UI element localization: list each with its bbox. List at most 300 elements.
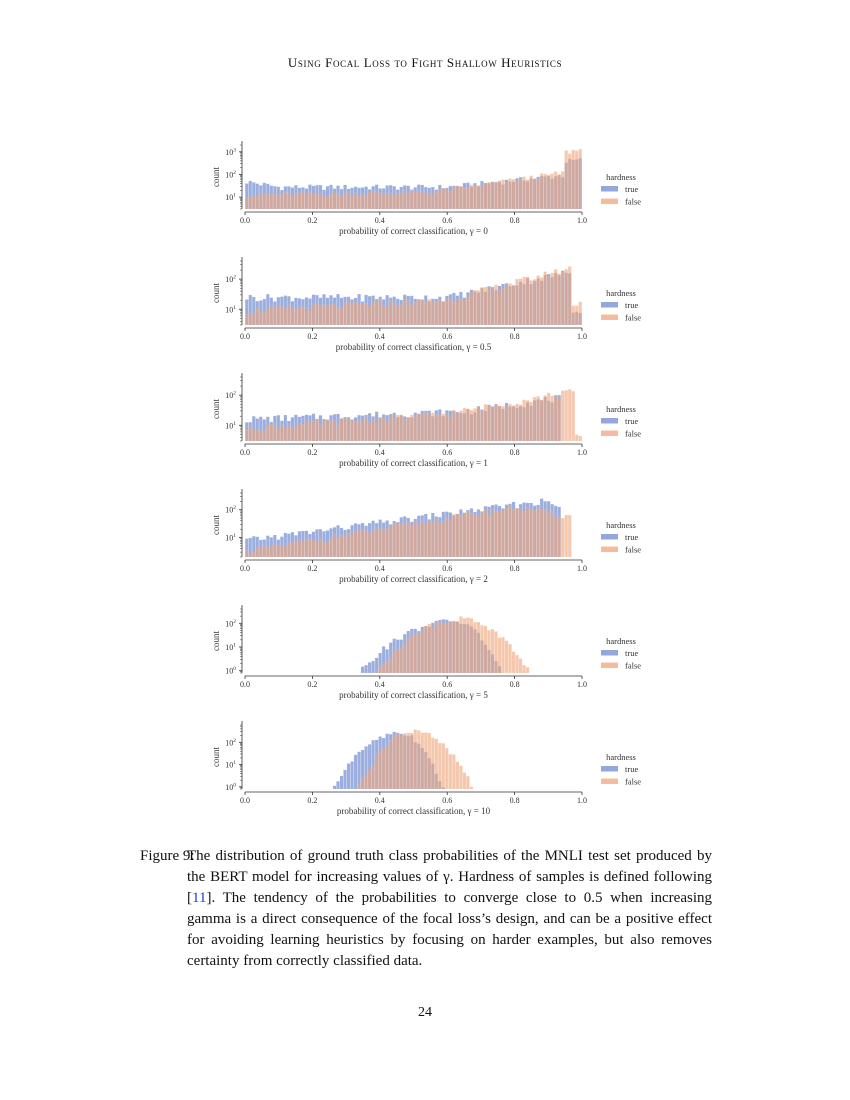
bar-false bbox=[565, 269, 568, 325]
bar-false bbox=[389, 193, 392, 209]
x-axis-title: probability of correct classification, γ = 10 bbox=[336, 806, 491, 816]
bar-false bbox=[477, 290, 480, 325]
bar-false bbox=[431, 194, 434, 209]
bar-false bbox=[438, 301, 441, 325]
x-tick-label: 0.6 bbox=[442, 332, 453, 341]
bar-true bbox=[375, 658, 378, 673]
bars bbox=[245, 389, 582, 441]
bar-false bbox=[396, 193, 399, 209]
bar-false bbox=[522, 177, 525, 209]
bar-false bbox=[554, 172, 557, 209]
histogram-panel-gamma-10 bbox=[0, 715, 850, 823]
bar-false bbox=[484, 183, 487, 209]
bar-false bbox=[463, 514, 466, 557]
bar-false bbox=[357, 196, 360, 209]
legend-title: hardness bbox=[606, 404, 636, 414]
bar-false bbox=[393, 195, 396, 209]
bar-false bbox=[505, 407, 508, 441]
y-tick-label: $10^2$ bbox=[225, 390, 236, 401]
bar-false bbox=[501, 637, 504, 673]
bar-false bbox=[480, 288, 483, 325]
bar-false bbox=[466, 188, 469, 209]
bar-false bbox=[266, 426, 269, 441]
x-tick-label: 1.0 bbox=[577, 564, 587, 573]
legend-title: hardness bbox=[606, 172, 636, 182]
y-tick-label: $10^2$ bbox=[225, 274, 236, 285]
bar-false bbox=[442, 302, 445, 325]
bar-false bbox=[428, 299, 431, 325]
bar-false bbox=[329, 421, 332, 441]
bar-false bbox=[579, 302, 582, 325]
caption-text bbox=[187, 846, 712, 972]
bar-false bbox=[277, 194, 280, 209]
bar-false bbox=[529, 402, 532, 441]
bar-false bbox=[389, 525, 392, 557]
bar-false bbox=[312, 540, 315, 557]
bar-false bbox=[263, 194, 266, 209]
bar-false bbox=[508, 283, 511, 325]
bar-false bbox=[301, 424, 304, 441]
bar-false bbox=[480, 513, 483, 557]
bar-false bbox=[533, 179, 536, 209]
bars bbox=[361, 616, 529, 673]
bar-false bbox=[270, 307, 273, 325]
bar-false bbox=[487, 515, 490, 557]
bar-true bbox=[340, 776, 343, 789]
bar-false bbox=[308, 192, 311, 209]
bar-false bbox=[396, 650, 399, 673]
bar-false bbox=[442, 521, 445, 557]
citation-link[interactable]: 11 bbox=[192, 890, 207, 906]
bar-false bbox=[249, 554, 252, 557]
legend-label-false: false bbox=[625, 196, 642, 207]
bar-false bbox=[470, 292, 473, 325]
bar-false bbox=[347, 302, 350, 325]
legend-title: hardness bbox=[606, 636, 636, 646]
bar-false bbox=[456, 514, 459, 557]
bar-false bbox=[463, 300, 466, 325]
bar-false bbox=[326, 419, 329, 441]
bar-false bbox=[544, 395, 547, 441]
bar-false bbox=[336, 193, 339, 209]
bar-false bbox=[568, 389, 571, 441]
bar-false bbox=[519, 179, 522, 209]
bar-false bbox=[459, 410, 462, 441]
bar-false bbox=[551, 510, 554, 557]
bar-false bbox=[512, 652, 515, 673]
legend-swatch-false bbox=[601, 315, 618, 321]
x-tick-label: 0.4 bbox=[374, 796, 385, 805]
bar-true bbox=[354, 755, 357, 789]
bar-false bbox=[298, 423, 301, 441]
y-tick-label: $10^2$ bbox=[225, 505, 236, 515]
bar-false bbox=[491, 407, 494, 441]
bar-false bbox=[452, 302, 455, 325]
bar-false bbox=[256, 548, 259, 557]
x-tick-label: 0.4 bbox=[374, 564, 385, 573]
bar-false bbox=[572, 391, 575, 441]
caption-label: Figure 9: bbox=[140, 848, 195, 864]
bar-false bbox=[389, 415, 392, 441]
bar-false bbox=[277, 429, 280, 441]
x-tick-label: 1.0 bbox=[577, 796, 587, 805]
bar-false bbox=[558, 517, 561, 557]
bar-false bbox=[540, 174, 543, 209]
bar-false bbox=[305, 308, 308, 325]
bar-false bbox=[424, 193, 427, 209]
bar-false bbox=[343, 302, 346, 325]
legend-swatch-true bbox=[601, 534, 618, 540]
bar-false bbox=[466, 618, 469, 673]
bar-false bbox=[357, 530, 360, 557]
bar-false bbox=[484, 287, 487, 325]
bar-false bbox=[463, 187, 466, 209]
bar-false bbox=[386, 193, 389, 209]
bar-false bbox=[315, 304, 318, 325]
bar-false bbox=[256, 430, 259, 441]
bar-false bbox=[386, 661, 389, 673]
bar-false bbox=[512, 285, 515, 325]
bar-false bbox=[526, 507, 529, 557]
bar-false bbox=[372, 531, 375, 557]
bar-false bbox=[322, 422, 325, 441]
bar-false bbox=[417, 191, 420, 209]
bar-false bbox=[568, 154, 571, 209]
bar-false bbox=[480, 625, 483, 673]
legend bbox=[601, 288, 641, 323]
bar-false bbox=[361, 531, 364, 557]
bar-false bbox=[340, 196, 343, 209]
bar-false bbox=[340, 535, 343, 557]
bar-false bbox=[421, 192, 424, 209]
series-false bbox=[245, 149, 582, 209]
bar-false bbox=[312, 421, 315, 441]
bar-false bbox=[287, 306, 290, 325]
bar-false bbox=[442, 188, 445, 209]
bar-false bbox=[365, 530, 368, 557]
bar-false bbox=[354, 193, 357, 209]
bar-false bbox=[259, 547, 262, 557]
bar-false bbox=[470, 185, 473, 209]
histogram-panel-gamma-0-5 bbox=[0, 251, 850, 359]
bar-false bbox=[301, 307, 304, 325]
legend bbox=[601, 172, 641, 207]
bar-false bbox=[452, 410, 455, 441]
bar-false bbox=[294, 541, 297, 557]
bar-false bbox=[245, 549, 248, 557]
legend-label-true: true bbox=[625, 300, 639, 310]
legend-label-false: false bbox=[625, 428, 642, 439]
legend-label-true: true bbox=[625, 416, 639, 426]
bar-false bbox=[400, 736, 403, 789]
bar-false bbox=[400, 524, 403, 557]
bar-false bbox=[558, 174, 561, 209]
bar-false bbox=[456, 762, 459, 789]
histogram-panel-gamma-2 bbox=[0, 483, 850, 591]
bar-false bbox=[547, 393, 550, 441]
bar-false bbox=[393, 652, 396, 673]
bar-false bbox=[249, 425, 252, 441]
bar-false bbox=[407, 417, 410, 441]
bar-true bbox=[365, 665, 368, 673]
bar-false bbox=[505, 509, 508, 557]
bar-false bbox=[522, 665, 525, 673]
bar-false bbox=[368, 423, 371, 441]
bar-false bbox=[565, 515, 568, 557]
bar-false bbox=[336, 538, 339, 557]
histogram-panel-gamma-1 bbox=[0, 367, 850, 475]
bar-false bbox=[554, 269, 557, 325]
legend-swatch-false bbox=[601, 779, 618, 785]
bar-false bbox=[466, 409, 469, 441]
bar-false bbox=[491, 183, 494, 209]
bar-false bbox=[263, 431, 266, 441]
legend-swatch-false bbox=[601, 431, 618, 437]
bar-false bbox=[315, 194, 318, 209]
bar-false bbox=[294, 309, 297, 325]
bar-false bbox=[319, 538, 322, 557]
bar-true bbox=[350, 761, 353, 789]
bar-false bbox=[551, 174, 554, 209]
bar-false bbox=[456, 299, 459, 325]
x-axis-title: probability of correct classification, γ = 0.5 bbox=[335, 342, 492, 352]
y-axis-title: count bbox=[211, 515, 221, 535]
bar-false bbox=[494, 511, 497, 557]
bar-false bbox=[515, 655, 518, 673]
bar-false bbox=[431, 413, 434, 441]
bar-false bbox=[459, 766, 462, 789]
bar-false bbox=[477, 622, 480, 673]
bar-false bbox=[308, 422, 311, 441]
bar-false bbox=[565, 150, 568, 209]
bar-false bbox=[438, 523, 441, 557]
bar-false bbox=[449, 520, 452, 557]
bar-false bbox=[533, 397, 536, 441]
bar-false bbox=[280, 306, 283, 325]
bar-false bbox=[428, 624, 431, 673]
x-tick-label: 0.8 bbox=[509, 564, 520, 573]
bar-false bbox=[403, 644, 406, 673]
bar-false bbox=[329, 539, 332, 557]
bar-false bbox=[393, 736, 396, 789]
bar-false bbox=[357, 785, 360, 789]
x-tick-label: 0.0 bbox=[240, 680, 250, 689]
bars bbox=[333, 729, 473, 789]
figure-caption bbox=[140, 846, 712, 972]
bar-false bbox=[379, 750, 382, 789]
x-tick-label: 0.2 bbox=[307, 216, 318, 225]
bar-false bbox=[245, 198, 248, 209]
bar-false bbox=[379, 193, 382, 209]
bar-false bbox=[522, 511, 525, 557]
bar-false bbox=[515, 404, 518, 441]
bar-false bbox=[435, 192, 438, 209]
legend-label-true: true bbox=[625, 184, 639, 194]
legend-swatch-true bbox=[601, 766, 618, 772]
bar-false bbox=[501, 509, 504, 557]
bar-false bbox=[375, 423, 378, 441]
series-false bbox=[245, 505, 571, 557]
bar-false bbox=[319, 425, 322, 441]
y-tick-label: $10^0$ bbox=[225, 782, 236, 792]
bar-false bbox=[336, 426, 339, 441]
bar-false bbox=[263, 545, 266, 557]
bar-false bbox=[407, 194, 410, 209]
bar-false bbox=[403, 523, 406, 557]
bar-false bbox=[396, 734, 399, 789]
bar-false bbox=[470, 410, 473, 441]
bar-false bbox=[498, 406, 501, 441]
bar-false bbox=[470, 787, 473, 789]
bar-false bbox=[508, 644, 511, 673]
bar-false bbox=[407, 522, 410, 557]
legend-title: hardness bbox=[606, 752, 636, 762]
bar-false bbox=[252, 552, 255, 557]
bar-false bbox=[487, 630, 490, 673]
bar-false bbox=[424, 413, 427, 441]
bar-false bbox=[333, 192, 336, 209]
bar-false bbox=[410, 190, 413, 209]
x-tick-label: 0.6 bbox=[442, 564, 453, 573]
bar-false bbox=[547, 513, 550, 557]
bar-false bbox=[333, 304, 336, 325]
bar-false bbox=[361, 778, 364, 789]
bar-false bbox=[452, 187, 455, 209]
bar-false bbox=[400, 193, 403, 209]
bar-false bbox=[414, 417, 417, 441]
bar-false bbox=[508, 404, 511, 441]
bar-true bbox=[343, 770, 346, 789]
bar-false bbox=[452, 621, 455, 673]
bar-false bbox=[270, 194, 273, 209]
legend-swatch-false bbox=[601, 663, 618, 669]
bar-false bbox=[326, 305, 329, 325]
bar-false bbox=[396, 306, 399, 325]
bar-false bbox=[477, 516, 480, 557]
running-title: Using Focal Loss to Fight Shallow Heuristics bbox=[287, 55, 563, 70]
legend-label-false: false bbox=[625, 544, 642, 555]
bar-false bbox=[505, 641, 508, 673]
bar-false bbox=[561, 271, 564, 325]
x-axis-title: probability of correct classification, γ = 5 bbox=[339, 690, 488, 700]
x-axis-title: probability of correct classification, γ = 1 bbox=[339, 458, 488, 468]
x-tick-label: 1.0 bbox=[577, 448, 587, 457]
bar-false bbox=[252, 430, 255, 441]
bar-false bbox=[540, 509, 543, 557]
bar-false bbox=[544, 272, 547, 325]
bar-false bbox=[540, 400, 543, 441]
histogram-panel-gamma-0 bbox=[0, 135, 850, 243]
bar-false bbox=[322, 542, 325, 557]
y-axis-title: count bbox=[211, 631, 221, 651]
bar-false bbox=[403, 300, 406, 325]
bar-false bbox=[305, 194, 308, 209]
x-tick-label: 0.4 bbox=[374, 216, 385, 225]
bar-false bbox=[414, 729, 417, 789]
bar-false bbox=[291, 428, 294, 441]
bar-false bbox=[449, 754, 452, 789]
bar-false bbox=[294, 193, 297, 209]
bar-false bbox=[491, 629, 494, 673]
bar-false bbox=[417, 526, 420, 557]
bar-false bbox=[491, 287, 494, 325]
legend-label-false: false bbox=[625, 776, 642, 787]
bar-false bbox=[350, 534, 353, 557]
legend-title: hardness bbox=[606, 288, 636, 298]
bar-false bbox=[350, 197, 353, 209]
bar-false bbox=[382, 530, 385, 557]
x-tick-label: 0.8 bbox=[509, 796, 520, 805]
bar-false bbox=[572, 306, 575, 325]
bar-false bbox=[322, 196, 325, 209]
bar-false bbox=[354, 302, 357, 325]
bar-false bbox=[382, 417, 385, 441]
bar-false bbox=[403, 191, 406, 209]
bar-false bbox=[340, 419, 343, 441]
x-tick-label: 0.6 bbox=[442, 216, 453, 225]
x-tick-label: 0.6 bbox=[442, 796, 453, 805]
bar-false bbox=[512, 179, 515, 209]
bar-false bbox=[410, 305, 413, 325]
bar-false bbox=[396, 523, 399, 557]
bar-false bbox=[252, 314, 255, 326]
bar-false bbox=[291, 308, 294, 325]
bar-false bbox=[256, 196, 259, 209]
bar-false bbox=[375, 527, 378, 557]
bar-false bbox=[410, 635, 413, 673]
x-tick-label: 0.6 bbox=[442, 448, 453, 457]
bar-false bbox=[487, 182, 490, 209]
y-tick-label: $10^0$ bbox=[225, 666, 236, 676]
bar-false bbox=[312, 304, 315, 325]
bar-false bbox=[537, 508, 540, 557]
y-tick-label: $10^2$ bbox=[225, 737, 236, 748]
bar-false bbox=[487, 289, 490, 325]
bar-false bbox=[438, 622, 441, 673]
bar-false bbox=[417, 299, 420, 325]
bar-false bbox=[424, 626, 427, 673]
bar-false bbox=[442, 414, 445, 441]
bar-false bbox=[515, 279, 518, 325]
bar-false bbox=[544, 174, 547, 209]
bar-false bbox=[421, 299, 424, 325]
bar-false bbox=[365, 776, 368, 789]
bar-false bbox=[379, 667, 382, 673]
bar-false bbox=[343, 193, 346, 209]
bar-false bbox=[470, 513, 473, 557]
bar-false bbox=[431, 522, 434, 557]
bar-true bbox=[361, 667, 364, 673]
bar-false bbox=[445, 748, 448, 789]
bar-false bbox=[561, 171, 564, 209]
x-tick-label: 0.8 bbox=[509, 680, 520, 689]
y-tick-label: $10^1$ bbox=[225, 192, 236, 203]
bar-false bbox=[354, 421, 357, 441]
bar-false bbox=[340, 308, 343, 325]
bar-false bbox=[326, 196, 329, 209]
bar-false bbox=[333, 534, 336, 557]
bar-false bbox=[389, 301, 392, 325]
bar-false bbox=[519, 509, 522, 557]
caption-text-part-1: The distribution of ground truth class probabilities of the MNLI test set produced by the BERT model for increasing values of γ. Hardness of samples is defined following [ bbox=[187, 848, 712, 906]
bar-false bbox=[466, 776, 469, 789]
bar-false bbox=[284, 192, 287, 209]
bar-true bbox=[357, 752, 360, 789]
bar-false bbox=[291, 196, 294, 209]
legend-swatch-true bbox=[601, 302, 618, 308]
bar-false bbox=[336, 307, 339, 325]
bar-false bbox=[386, 528, 389, 557]
